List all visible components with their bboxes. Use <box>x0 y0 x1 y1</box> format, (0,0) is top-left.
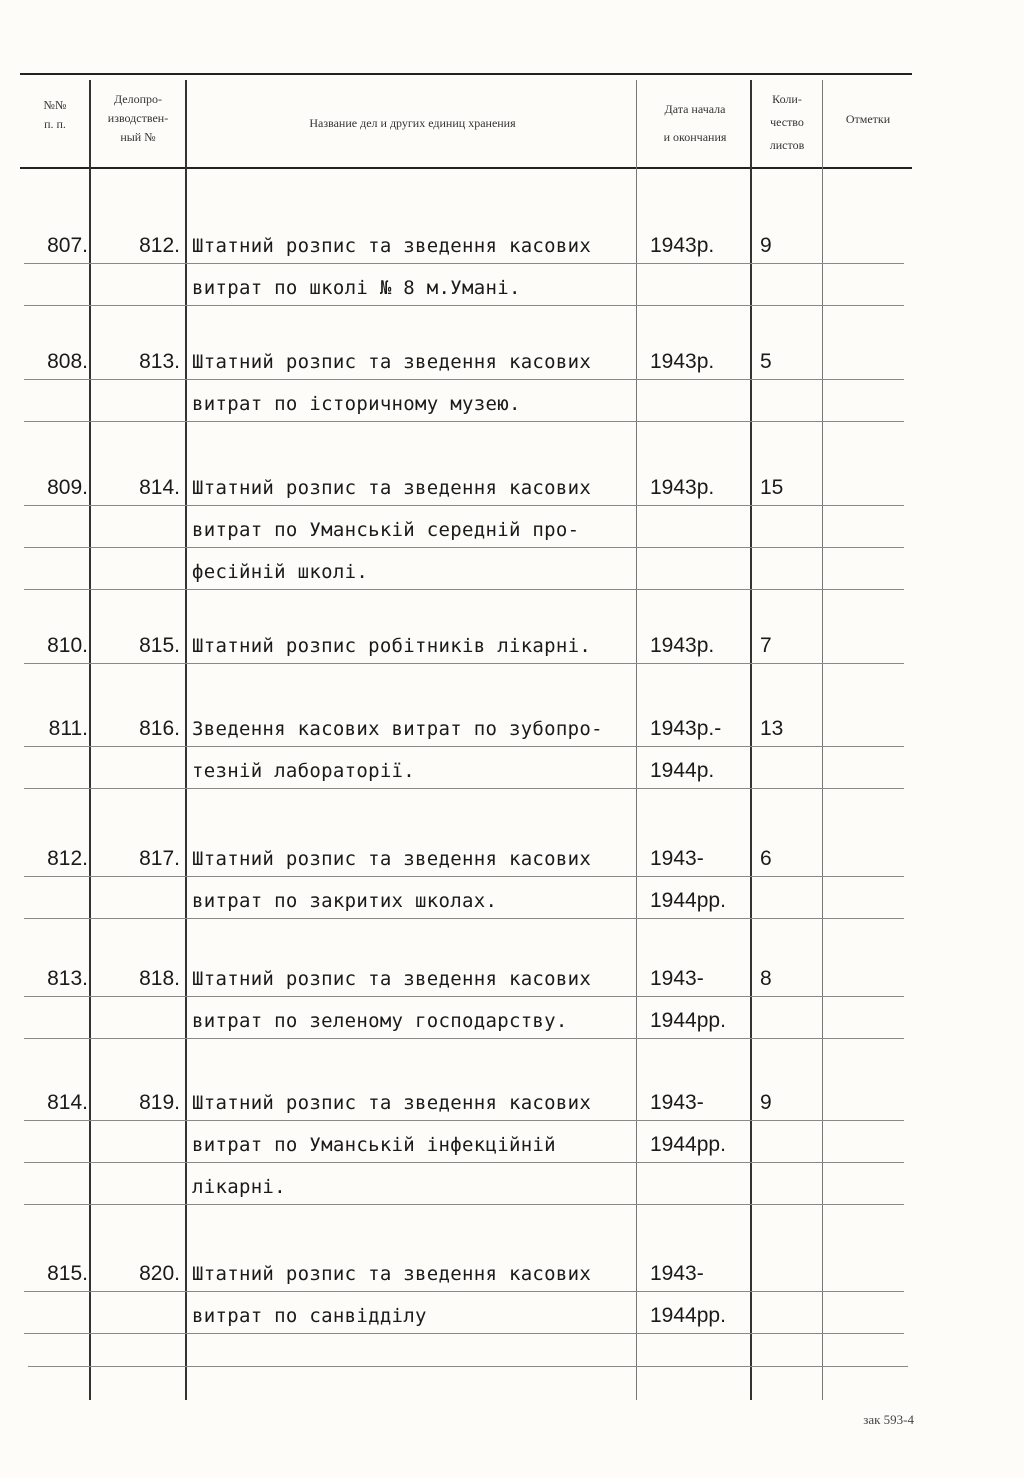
sheet-count: 5 <box>760 350 772 373</box>
entry-title <box>192 1253 638 1337</box>
header-col-number: №№ п. п. <box>43 98 67 132</box>
record-number: 815. <box>139 634 180 657</box>
entry-title-line: витрат по Уманській середній про- <box>192 519 580 541</box>
record-number: 813. <box>139 350 180 373</box>
record-number: 820. <box>139 1262 180 1285</box>
entry-dates <box>650 708 750 792</box>
header-top-rule <box>20 73 912 75</box>
header-col-record-number: Делопро- изводствен- ный № <box>107 92 169 145</box>
entry-title-line: витрат по санвідділу <box>192 1305 427 1327</box>
bottom-rule <box>28 1366 908 1367</box>
entry-date-line: 1943- <box>650 1091 704 1114</box>
sheet-count: 9 <box>760 1091 772 1114</box>
entry-number: 814. <box>47 1091 88 1114</box>
entry-title-line: витрат по Уманській інфекційній <box>192 1134 556 1156</box>
entry-number: 815. <box>47 1262 88 1285</box>
entry-dates <box>650 225 750 267</box>
entry-title-line: Зведення касових витрат по зубопро- <box>192 718 603 740</box>
entry-number: 809. <box>47 476 88 499</box>
line-rule <box>24 1291 904 1292</box>
entry-title-line: витрат по зеленому господарству. <box>192 1010 568 1032</box>
entry-title <box>192 708 638 792</box>
entry-title-line: Штатний розпис та зведення касових <box>192 351 592 373</box>
entry-title <box>192 1082 638 1208</box>
entry-date-line: 1943- <box>650 967 704 990</box>
sheet-count: 13 <box>760 717 784 740</box>
entry-dates <box>650 625 750 667</box>
col-divider-1 <box>89 80 91 1400</box>
entry-date-line: 1944рр. <box>650 889 726 912</box>
line-rule <box>24 918 904 919</box>
line-rule <box>24 876 904 877</box>
entry-title-line: лікарні. <box>192 1176 286 1198</box>
line-rule <box>24 305 904 306</box>
entry-date-line: 1943- <box>650 847 704 870</box>
entry-number: 812. <box>47 847 88 870</box>
entry-dates <box>650 838 750 922</box>
entry-date-line: 1943р.- <box>650 717 722 740</box>
entry-date-line: 1944рр. <box>650 1009 726 1032</box>
line-rule <box>24 379 904 380</box>
line-rule <box>24 421 904 422</box>
entry-number: 807. <box>47 234 88 257</box>
sheet-count: 7 <box>760 634 772 657</box>
record-number: 816. <box>139 717 180 740</box>
entry-title <box>192 467 638 593</box>
entry-title-line: Штатний розпис та зведення касових <box>192 1263 592 1285</box>
entry-number: 811. <box>48 717 88 740</box>
entry-dates <box>650 341 750 383</box>
col-divider-2 <box>185 80 187 1400</box>
record-number: 812. <box>139 234 180 257</box>
entry-title <box>192 958 638 1042</box>
sheet-count: 6 <box>760 847 772 870</box>
record-number: 818. <box>139 967 180 990</box>
line-rule <box>24 263 904 264</box>
sheet-count: 15 <box>760 476 784 499</box>
entry-date-line: 1943р. <box>650 350 715 373</box>
line-rule <box>24 505 904 506</box>
entry-number: 810. <box>47 634 88 657</box>
entry-title-line: Штатний розпис та зведення касових <box>192 968 592 990</box>
entry-title <box>192 225 638 309</box>
sheet-count: 9 <box>760 234 772 257</box>
entry-title-line: Штатний розпис та зведення касових <box>192 848 592 870</box>
entry-date-line: 1944рр. <box>650 1304 726 1327</box>
print-order-mark: зак 593-4 <box>863 1412 914 1427</box>
record-number: 819. <box>139 1091 180 1114</box>
entry-title-line: витрат по школі № 8 м.Умані. <box>192 277 521 299</box>
entry-title <box>192 625 638 667</box>
entry-date-line: 1944р. <box>650 759 715 782</box>
entry-title-line: витрат по історичному музею. <box>192 393 521 415</box>
entry-title-line: фесійній школі. <box>192 561 369 583</box>
entry-number: 813. <box>47 967 88 990</box>
line-rule <box>24 1038 904 1039</box>
entry-date-line: 1943р. <box>650 634 715 657</box>
line-rule <box>24 589 904 590</box>
entry-title-line: Штатний розпис та зведення касових <box>192 235 592 257</box>
entry-number: 808. <box>47 350 88 373</box>
entry-title-line: Штатний розпис робітників лікарні. <box>192 635 592 657</box>
entry-title <box>192 341 638 425</box>
entry-date-line: 1943р. <box>650 476 715 499</box>
entry-title <box>192 838 638 922</box>
header-col-notes: Отметки <box>845 112 891 126</box>
entry-title-line: Штатний розпис та зведення касових <box>192 477 592 499</box>
entry-dates <box>650 467 750 509</box>
entry-date-line: 1944рр. <box>650 1133 726 1156</box>
line-rule <box>24 663 904 664</box>
record-number: 814. <box>139 476 180 499</box>
entry-title-line: тезній лабораторії. <box>192 760 416 782</box>
line-rule <box>24 1333 904 1334</box>
line-rule <box>24 788 904 789</box>
entry-dates <box>650 1082 750 1166</box>
sheet-count: 8 <box>760 967 772 990</box>
header-col-title: Название дел и других единиц хранения <box>309 116 516 130</box>
entry-title-line: витрат по закритих школах. <box>192 890 498 912</box>
header-col-dates: Дата начала и окончания <box>663 102 727 144</box>
entry-dates <box>650 1253 750 1337</box>
col-divider-5 <box>822 80 823 1400</box>
line-rule <box>24 746 904 747</box>
header-col-sheet-count: Коли- чество листов <box>769 92 805 152</box>
col-divider-4 <box>750 80 752 1400</box>
entry-title-line: Штатний розпис та зведення касових <box>192 1092 592 1114</box>
entry-date-line: 1943р. <box>650 234 715 257</box>
line-rule <box>24 1162 904 1163</box>
line-rule <box>24 1204 904 1205</box>
entry-date-line: 1943- <box>650 1262 704 1285</box>
header-bottom-rule <box>20 167 912 169</box>
line-rule <box>24 1120 904 1121</box>
record-number: 817. <box>139 847 180 870</box>
line-rule <box>24 996 904 997</box>
entry-dates <box>650 958 750 1042</box>
line-rule <box>24 547 904 548</box>
